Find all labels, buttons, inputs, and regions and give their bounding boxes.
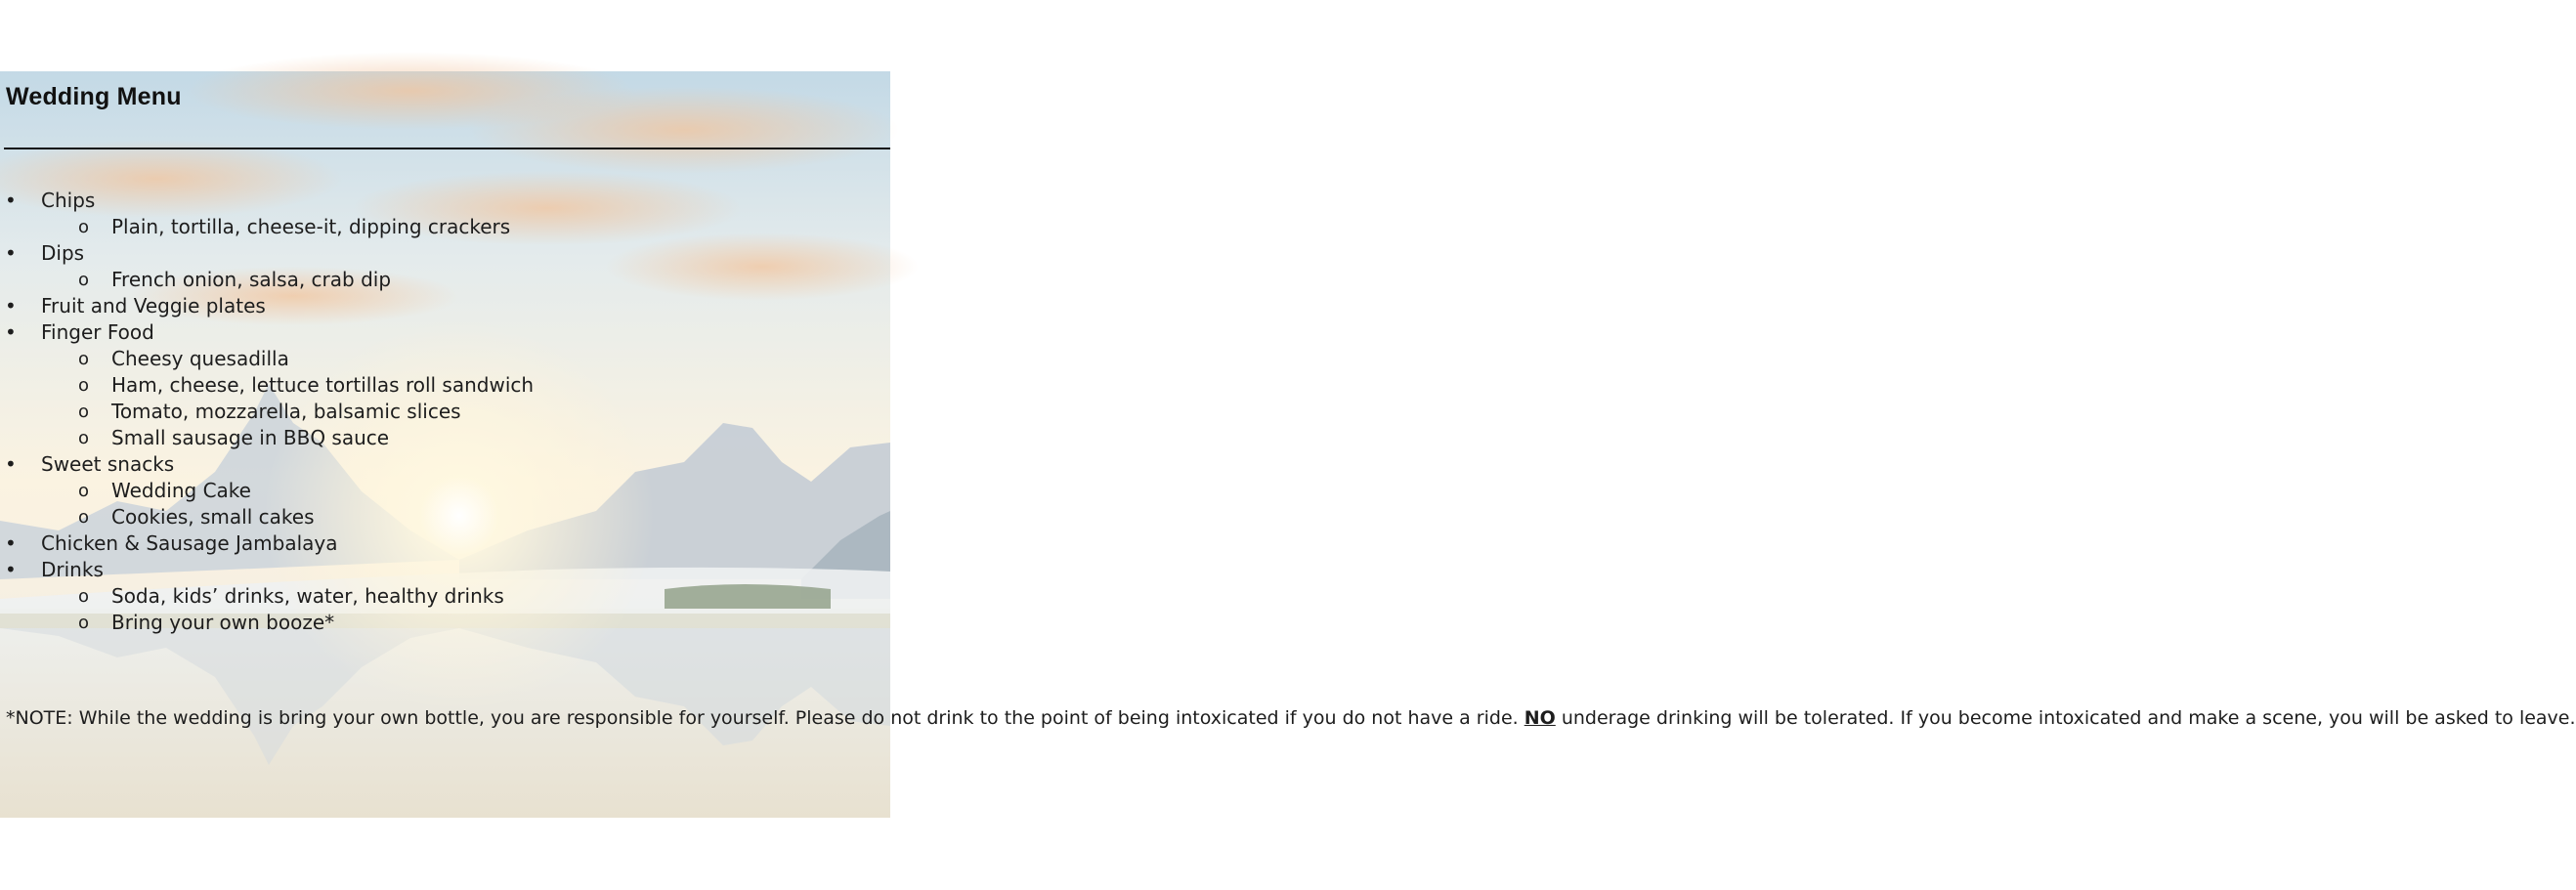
menu-item-label: Chicken & Sausage Jambalaya xyxy=(41,531,338,555)
bullet-icon: • xyxy=(5,241,17,265)
page-title: Wedding Menu xyxy=(6,83,182,110)
note-emphasis: NO xyxy=(1524,707,1556,729)
menu-subitem-label: Tomato, mozzarella, balsamic slices xyxy=(111,400,461,423)
sub-bullet-icon: o xyxy=(78,507,90,528)
bullet-icon: • xyxy=(5,189,17,212)
menu-item xyxy=(0,293,890,319)
menu-subitem xyxy=(0,267,890,293)
sub-bullet-icon: o xyxy=(78,349,90,369)
bullet-icon: • xyxy=(5,531,17,555)
menu-subitem-label: Ham, cheese, lettuce tortillas roll sandwich xyxy=(111,373,535,397)
menu-subitem-label: Bring your own booze* xyxy=(111,611,335,634)
sub-bullet-icon: o xyxy=(78,586,90,607)
menu-subitem-label: Soda, kids’ drinks, water, healthy drinks xyxy=(111,584,504,608)
menu-subitem xyxy=(0,372,890,399)
menu-item xyxy=(0,240,890,267)
menu-subitem-label: Wedding Cake xyxy=(111,479,251,502)
bullet-icon: • xyxy=(5,320,17,344)
menu-item xyxy=(0,451,890,478)
menu-subitem xyxy=(0,425,890,451)
menu-subitem xyxy=(0,610,890,636)
menu-item-label: Chips xyxy=(41,189,96,212)
menu-item xyxy=(0,557,890,583)
document-page xyxy=(0,71,2576,818)
menu-subitem-label: French onion, salsa, crab dip xyxy=(111,268,392,291)
note-text: underage drinking will be tolerated. If you become intoxicated and make a scene, you will be asked to leave. xyxy=(1555,707,2576,729)
menu-subitem xyxy=(0,399,890,425)
menu-subitem-label: Plain, tortilla, cheese-it, dipping crackers xyxy=(111,215,511,238)
sub-bullet-icon: o xyxy=(78,402,90,422)
menu-subitem xyxy=(0,478,890,504)
sub-bullet-icon: o xyxy=(78,613,90,633)
menu-item xyxy=(0,188,890,214)
note-text: *NOTE: While the wedding is bring your own bottle, you are responsible for yourself. Please do not drink to the point of being intoxicated if you do not have a ride. xyxy=(6,707,1524,729)
bullet-icon: • xyxy=(5,452,17,476)
note-paragraph xyxy=(6,705,2576,732)
menu-subitem-label: Cookies, small cakes xyxy=(111,505,315,529)
menu-item xyxy=(0,530,890,557)
menu-subitem xyxy=(0,214,890,240)
sub-bullet-icon: o xyxy=(78,217,90,237)
menu-subitem-label: Small sausage in BBQ sauce xyxy=(111,426,390,449)
menu-subitem xyxy=(0,346,890,372)
menu-item-label: Fruit and Veggie plates xyxy=(41,294,266,318)
sub-bullet-icon: o xyxy=(78,375,90,396)
sub-bullet-icon: o xyxy=(78,428,90,448)
menu-item-label: Dips xyxy=(41,241,85,265)
menu-subitem-label: Cheesy quesadilla xyxy=(111,347,289,370)
menu-list xyxy=(0,188,890,636)
bullet-icon: • xyxy=(5,294,17,318)
menu-item-label: Finger Food xyxy=(41,320,154,344)
menu-subitem xyxy=(0,583,890,610)
bullet-icon: • xyxy=(5,558,17,581)
sub-bullet-icon: o xyxy=(78,270,90,290)
title-divider xyxy=(4,148,890,149)
sub-bullet-icon: o xyxy=(78,481,90,501)
menu-item-label: Sweet snacks xyxy=(41,452,175,476)
menu-item xyxy=(0,319,890,346)
menu-subitem xyxy=(0,504,890,530)
menu-item-label: Drinks xyxy=(41,558,104,581)
